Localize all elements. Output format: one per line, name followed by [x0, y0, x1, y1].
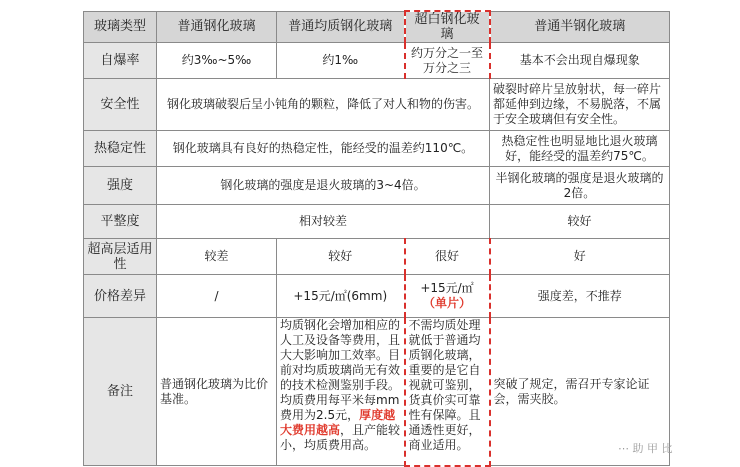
header-ordinary-tempered: 普通钢化玻璃: [157, 11, 277, 43]
row-price: [84, 275, 670, 318]
cell-price-semi: 强度差，不推荐: [490, 275, 670, 318]
label-price: 价格差异: [84, 275, 157, 318]
row-highrise: [84, 239, 670, 275]
label-flatness: 平整度: [84, 205, 157, 239]
cell-flatness-semi: 较好: [490, 205, 670, 239]
cell-self-explosion-homogeneous: 约1‰: [277, 43, 405, 79]
cell-flatness-tempered: 相对较差: [157, 205, 490, 239]
cell-strength-semi: 半钢化玻璃的强度是退火玻璃的2倍。: [490, 167, 670, 205]
cell-strength-tempered: 钢化玻璃的强度是退火玻璃的3~4倍。: [157, 167, 490, 205]
cell-price-ultra-clear: [405, 275, 490, 318]
row-strength: [84, 167, 670, 205]
label-safety: 安全性: [84, 79, 157, 131]
remarks-homogeneous-text-a: 均质钢化会增加相应的人工及设备等费用，且大大影响加工效率。目前对均质玻璃尚无有效的技术检测鉴别手段。均质费用每平米每mm费用为2.5元，: [280, 318, 401, 422]
comparison-table-wrapper: [83, 10, 670, 467]
label-strength: 强度: [84, 167, 157, 205]
row-flatness: [84, 205, 670, 239]
label-highrise: 超高层适用性: [84, 239, 157, 275]
remarks-homogeneous-highlight: 厚度越大费用越高: [280, 408, 396, 437]
header-semi-tempered: 普通半钢化玻璃: [490, 11, 670, 43]
header-ultra-clear-tempered: 超白钢化玻璃: [405, 11, 490, 43]
cell-remarks-ultra-clear: 不需均质处理就低于普通均质钢化玻璃，重要的是它自视就可鉴别，货真价实可靠性有保障。且通透性更好，商业适用。: [405, 318, 490, 466]
cell-highrise-ordinary: 较差: [157, 239, 277, 275]
cell-price-ordinary: /: [157, 275, 277, 318]
row-remarks: [84, 318, 670, 466]
row-thermal: [84, 131, 670, 167]
price-ultra-clear-value: +15元/㎡: [420, 281, 474, 295]
cell-highrise-ultra-clear: 很好: [405, 239, 490, 275]
cell-highrise-homogeneous: 较好: [277, 239, 405, 275]
price-ultra-clear-note: （单片）: [422, 296, 471, 310]
header-row: [84, 11, 670, 43]
row-self-explosion: [84, 43, 670, 79]
label-self-explosion: 自爆率: [84, 43, 157, 79]
remarks-homogeneous-text-c: ，且产能较小，均质费用高。: [280, 423, 401, 452]
header-glass-type: 玻璃类型: [84, 11, 157, 43]
watermark: ⋯ 助 甲 比: [618, 442, 673, 455]
label-thermal: 热稳定性: [84, 131, 157, 167]
cell-self-explosion-semi: 基本不会出现自爆现象: [490, 43, 670, 79]
cell-thermal-tempered: 钢化玻璃具有良好的热稳定性，能经受的温差约110℃。: [157, 131, 490, 167]
cell-self-explosion-ordinary: 约3‰~5‰: [157, 43, 277, 79]
cell-remarks-ordinary: 普通钢化玻璃为比价基准。: [157, 318, 277, 466]
label-remarks: 备注: [84, 318, 157, 466]
cell-safety-tempered: 钢化玻璃破裂后呈小钝角的颗粒，降低了对人和物的伤害。: [157, 79, 490, 131]
cell-remarks-semi: 突破了规定，需召开专家论证会，需夹胶。: [490, 318, 670, 466]
cell-price-homogeneous: +15元/㎡(6mm): [277, 275, 405, 318]
cell-remarks-homogeneous: [277, 318, 405, 466]
row-safety: [84, 79, 670, 131]
cell-safety-semi: 破裂时碎片呈放射状，每一碎片都延伸到边缘，不易脱落，不属于安全玻璃但有安全性。: [490, 79, 670, 131]
cell-self-explosion-ultra-clear: 约万分之一至万分之三: [405, 43, 490, 79]
header-homogeneous-tempered: 普通均质钢化玻璃: [277, 11, 405, 43]
glass-comparison-table: [83, 10, 670, 467]
cell-thermal-semi: 热稳定性也明显地比退火玻璃好，能经受的温差约75℃。: [490, 131, 670, 167]
cell-highrise-semi: 好: [490, 239, 670, 275]
